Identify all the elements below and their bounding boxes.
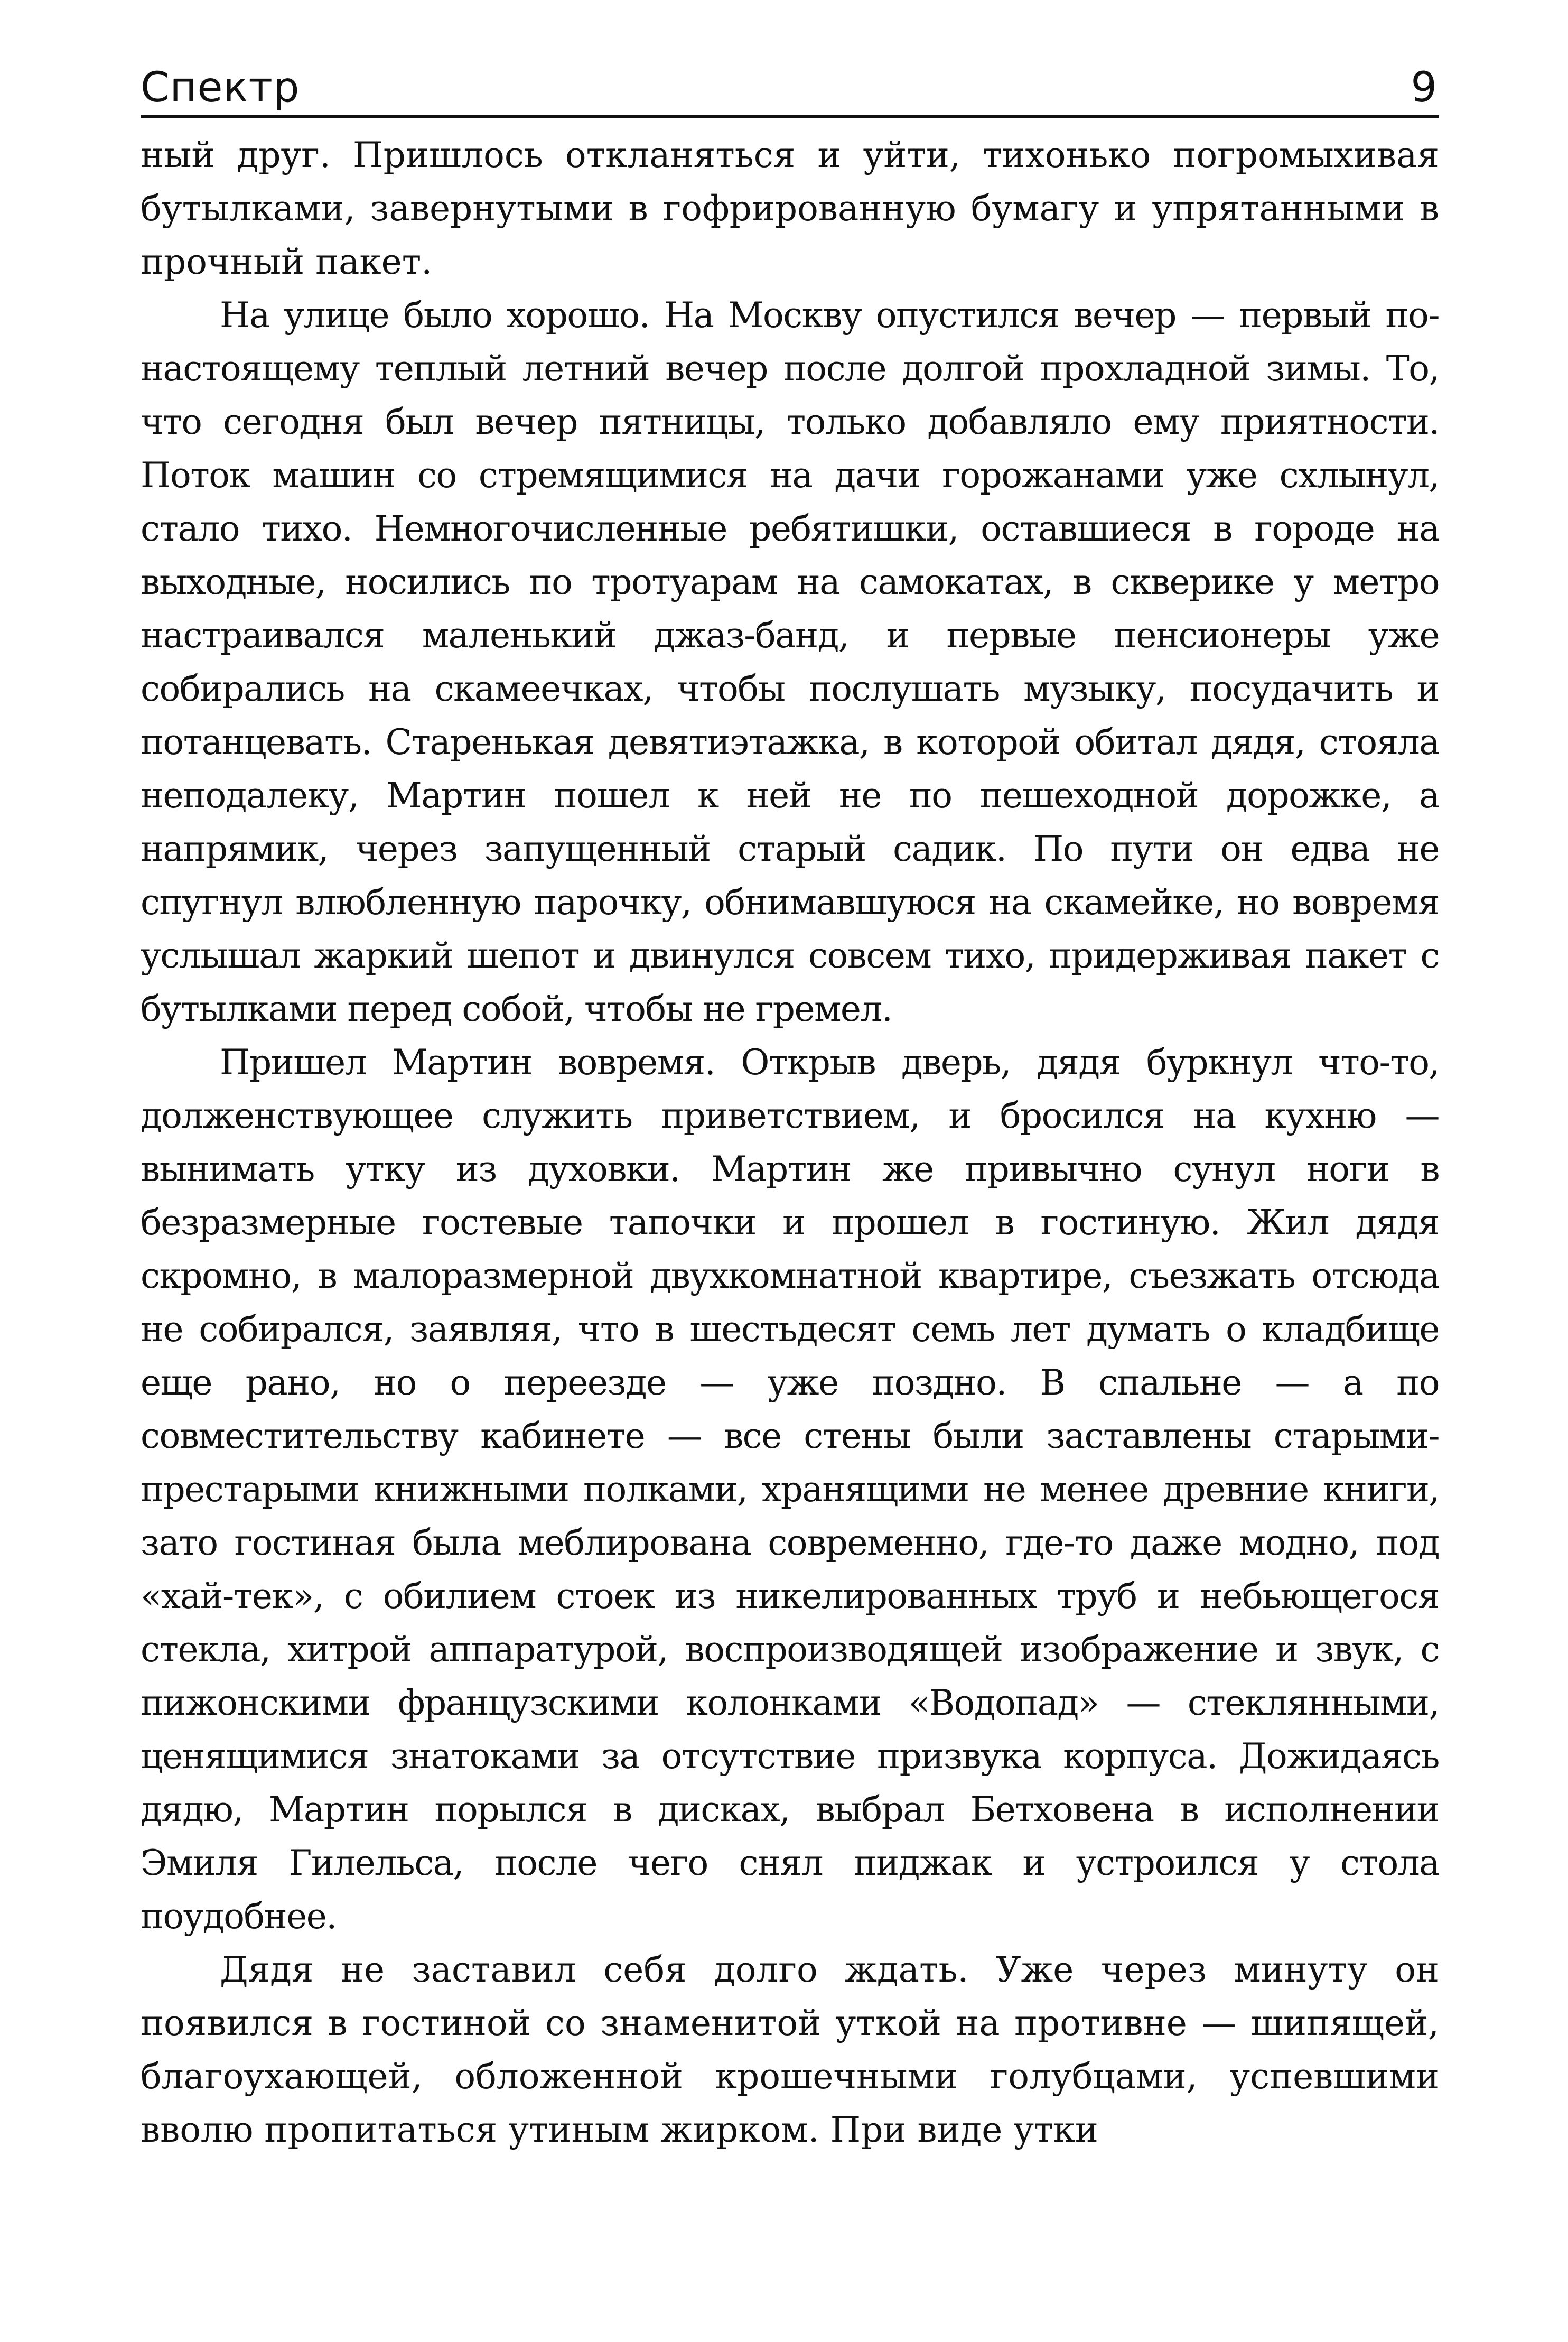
running-title: Спектр xyxy=(141,64,300,111)
page-number: 9 xyxy=(1411,64,1437,111)
book-page xyxy=(141,55,1439,2157)
paragraph-continuation: ный друг. Пришлось откланяться и уйти, тихонько погромыхивая бутылками, завернутыми в гофрированную бумагу и упрятанными в прочный пакет. xyxy=(141,135,1439,282)
running-header xyxy=(141,55,1439,118)
paragraph: На улице было хорошо. На Москву опустился вечер — первый по-настоящему теплый летний вечер после долгой прохладной зимы. То, что сегодня был вечер пятницы, только добавляло ему приятности. Поток машин со стремящимися на дачи горожанами уже схлынул, стало тихо. Немногочисленные ребятишки, оставшиеся в городе на выходные, носились по тротуарам на самокатах, в скверике у метро настраивался маленький джаз-банд, и первые пенсионеры уже собирались на скамеечках, чтобы послушать музыку, посудачить и потанцевать. Старенькая девятиэтажка, в которой обитал дядя, стояла неподалеку, Мартин пошел к ней не по пешеходной дорожке, а напрямик, через запущенный старый садик. По пути он едва не спугнул влюбленную парочку, обнимавшуюся на скамейке, но вовремя услышал жаркий шепот и двинулся совсем тихо, придерживая пакет с бутылками перед собой, чтобы не гремел. xyxy=(141,295,1439,1029)
body-text xyxy=(141,128,1439,2157)
paragraph: Пришел Мартин вовремя. Открыв дверь, дядя буркнул что-то, долженствующее служить приветствием, и бросился на кухню — вынимать утку из духовки. Мартин же привычно сунул ноги в безразмерные гостевые тапочки и прошел в гостиную. Жил дядя скромно, в малоразмерной двухкомнатной квартире, съезжать отсюда не собирался, заявляя, что в шестьдесят семь лет думать о кладбище еще рано, но о переезде — уже поздно. В спальне — а по совместительству кабинете — все стены были заставлены старыми-престарыми книжными полками, хранящими не менее древние книги, зато гостиная была меблирована современно, где-то даже модно, под «хай-тек», с обилием стоек из никелированных труб и небьющегося стекла, хитрой аппаратурой, воспроизводящей изображение и звук, с пижонскими французскими колонками «Водопад» — стеклянными, ценящимися знатоками за отсутствие призвука корпуса. Дожидаясь дядю, Мартин порылся в дисках, выбрал Бетховена в исполнении Эмиля Гилельса, после чего снял пиджак и устроился у стола поудобнее. xyxy=(141,1042,1439,1937)
paragraph: Дядя не заставил себя долго ждать. Уже через минуту он появился в гостиной со знаменитой уткой на противне — шипящей, благоухающей, обложенной крошечными голубцами, успевшими вволю пропитаться утиным жирком. При виде утки xyxy=(141,1949,1439,2150)
